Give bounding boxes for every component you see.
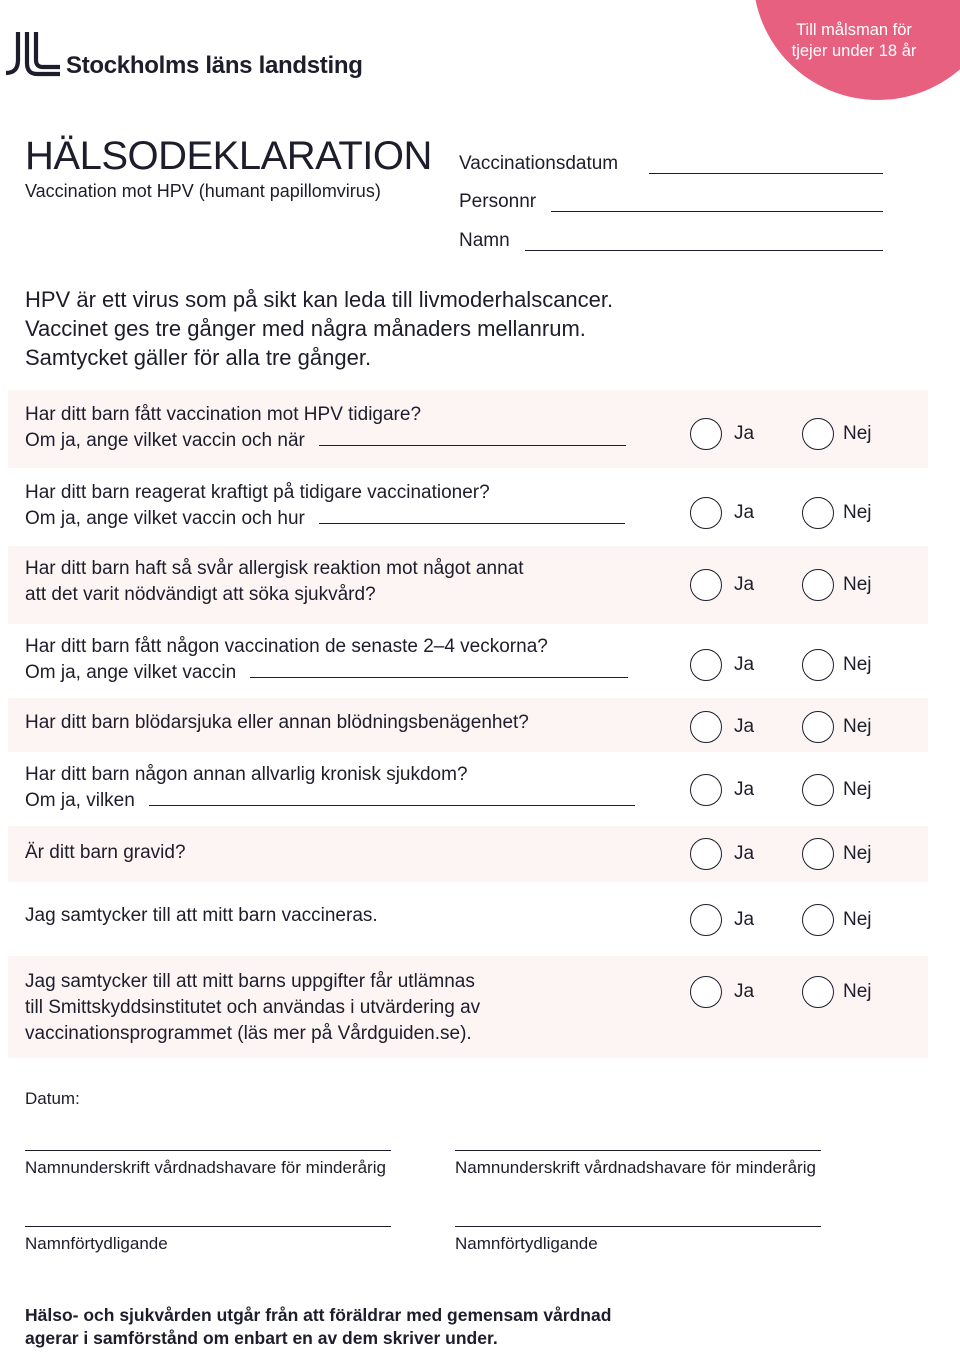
question-line-3: vaccinationsprogrammet (läs mer på Vårdguiden.se). <box>25 1023 472 1044</box>
no-label: Nej <box>843 423 872 444</box>
no-label: Nej <box>843 779 872 800</box>
no-label: Nej <box>843 843 872 864</box>
answer-line[interactable] <box>149 790 635 806</box>
question-line-1: Har ditt barn haft så svår allergisk reaktion mot något annat <box>25 558 524 579</box>
yes-label: Ja <box>734 716 755 737</box>
question-text <box>25 903 378 929</box>
question-text <box>25 402 626 454</box>
question-row-prior-hpv <box>8 390 928 468</box>
yes-label: Ja <box>734 909 755 930</box>
yes-radio-circle[interactable] <box>690 418 722 450</box>
no-label: Nej <box>843 716 872 737</box>
no-radio-circle[interactable] <box>802 904 834 936</box>
question-row-bleeding <box>8 698 928 752</box>
answer-line[interactable] <box>250 662 628 678</box>
yes-label: Ja <box>734 981 755 1002</box>
yes-label: Ja <box>734 779 755 800</box>
question-row-pregnancy <box>8 826 928 882</box>
intro-text <box>25 285 613 372</box>
question-text <box>25 556 523 608</box>
question-line-1: Har ditt barn fått någon vaccination de senaste 2–4 veckorna? <box>25 636 548 657</box>
question-line-2: Om ja, ange vilket vaccin och hur <box>25 508 305 529</box>
footer-line-1: Hälso- och sjukvården utgår från att föräldrar med gemensam vårdnad <box>25 1305 612 1325</box>
badge-line-1: Till målsman för <box>796 21 912 39</box>
personnr-label: Personnr <box>459 191 537 212</box>
guardian-signature-line-1[interactable] <box>25 1150 391 1151</box>
yes-radio-circle[interactable] <box>690 497 722 529</box>
date-label: Datum: <box>25 1089 80 1108</box>
no-radio-circle[interactable] <box>802 418 834 450</box>
yes-label: Ja <box>734 843 755 864</box>
yes-label: Ja <box>734 502 755 523</box>
yes-radio-circle[interactable] <box>690 774 722 806</box>
no-label: Nej <box>843 574 872 595</box>
intro-line-3: Samtycket gäller för alla tre gånger. <box>25 345 372 370</box>
question-line-2: Om ja, ange vilket vaccin <box>25 662 237 683</box>
yes-label: Ja <box>734 654 755 675</box>
question-line-1: Jag samtycker till att mitt barn vaccineras. <box>25 905 378 926</box>
clarification-line-1[interactable] <box>25 1226 391 1227</box>
name-line[interactable] <box>525 250 883 251</box>
question-line-2: till Smittskyddsinstitutet och användas i utvärdering av <box>25 997 481 1018</box>
question-row-allergy <box>8 546 928 624</box>
no-label: Nej <box>843 654 872 675</box>
logo-wordmark: Stockholms läns landsting <box>66 52 363 79</box>
answer-line[interactable] <box>319 508 625 524</box>
question-text <box>25 969 480 1047</box>
question-line-2: Om ja, ange vilket vaccin och när <box>25 430 305 451</box>
footer-note <box>25 1304 611 1350</box>
guardian-signature-label-2: Namnunderskrift vårdnadshavare för minderårig <box>455 1158 816 1177</box>
clarification-line-2[interactable] <box>455 1226 821 1227</box>
no-radio-circle[interactable] <box>802 649 834 681</box>
yes-radio-circle[interactable] <box>690 976 722 1008</box>
no-radio-circle[interactable] <box>802 497 834 529</box>
yes-radio-circle[interactable] <box>690 838 722 870</box>
organization-logo <box>4 30 384 82</box>
yes-radio-circle[interactable] <box>690 569 722 601</box>
yes-label: Ja <box>734 423 755 444</box>
no-label: Nej <box>843 981 872 1002</box>
name-label: Namn <box>459 230 510 251</box>
personnr-line[interactable] <box>551 211 883 212</box>
intro-line-2: Vaccinet ges tre gånger med några månaders mellanrum. <box>25 316 586 341</box>
yes-label: Ja <box>734 574 755 595</box>
vaccination-date-line[interactable] <box>649 173 883 174</box>
landsting-logo-icon <box>4 30 62 78</box>
no-radio-circle[interactable] <box>802 976 834 1008</box>
question-line-1: Har ditt barn blödarsjuka eller annan blödningsbenägenhet? <box>25 712 529 733</box>
question-line-2: att det varit nödvändigt att söka sjukvård? <box>25 584 376 605</box>
clarification-label-1: Namnförtydligande <box>25 1234 168 1253</box>
footer-line-2: agerar i samförstånd om enbart en av dem skriver under. <box>25 1328 498 1348</box>
question-text <box>25 710 529 736</box>
page-title: HÄLSODEKLARATION <box>25 134 432 178</box>
question-text <box>25 634 628 686</box>
question-text <box>25 840 186 866</box>
no-radio-circle[interactable] <box>802 774 834 806</box>
question-row-chronic-illness <box>8 752 928 826</box>
yes-radio-circle[interactable] <box>690 904 722 936</box>
question-row-consent-vaccination <box>8 882 928 956</box>
guardian-signature-label-1: Namnunderskrift vårdnadshavare för minderårig <box>25 1158 386 1177</box>
question-line-1: Har ditt barn någon annan allvarlig kronisk sjukdom? <box>25 764 468 785</box>
question-row-prior-reaction <box>8 468 928 546</box>
question-text <box>25 762 635 814</box>
question-row-consent-data <box>8 956 928 1058</box>
yes-radio-circle[interactable] <box>690 649 722 681</box>
question-line-2: Om ja, vilken <box>25 790 135 811</box>
no-label: Nej <box>843 502 872 523</box>
no-radio-circle[interactable] <box>802 838 834 870</box>
vaccination-date-field[interactable] <box>459 153 889 177</box>
question-line-1: Har ditt barn fått vaccination mot HPV tidigare? <box>25 404 422 425</box>
name-field[interactable] <box>459 230 889 254</box>
question-row-recent-vaccination <box>8 624 928 698</box>
question-text <box>25 480 625 532</box>
no-label: Nej <box>843 909 872 930</box>
page-subtitle: Vaccination mot HPV (humant papillomvirus) <box>25 181 381 201</box>
question-line-1: Är ditt barn gravid? <box>25 842 186 863</box>
audience-badge-text <box>770 20 938 62</box>
no-radio-circle[interactable] <box>802 569 834 601</box>
personnr-field[interactable] <box>459 191 889 215</box>
yes-radio-circle[interactable] <box>690 711 722 743</box>
guardian-signature-line-2[interactable] <box>455 1150 821 1151</box>
question-line-1: Jag samtycker till att mitt barns uppgifter får utlämnas <box>25 971 475 992</box>
clarification-label-2: Namnförtydligande <box>455 1234 598 1253</box>
vaccination-date-label: Vaccinationsdatum <box>459 153 619 174</box>
badge-line-2: tjejer under 18 år <box>791 42 917 60</box>
question-line-1: Har ditt barn reagerat kraftigt på tidigare vaccinationer? <box>25 482 490 503</box>
intro-line-1: HPV är ett virus som på sikt kan leda till livmoderhalscancer. <box>25 287 614 312</box>
answer-line[interactable] <box>319 430 626 446</box>
no-radio-circle[interactable] <box>802 711 834 743</box>
